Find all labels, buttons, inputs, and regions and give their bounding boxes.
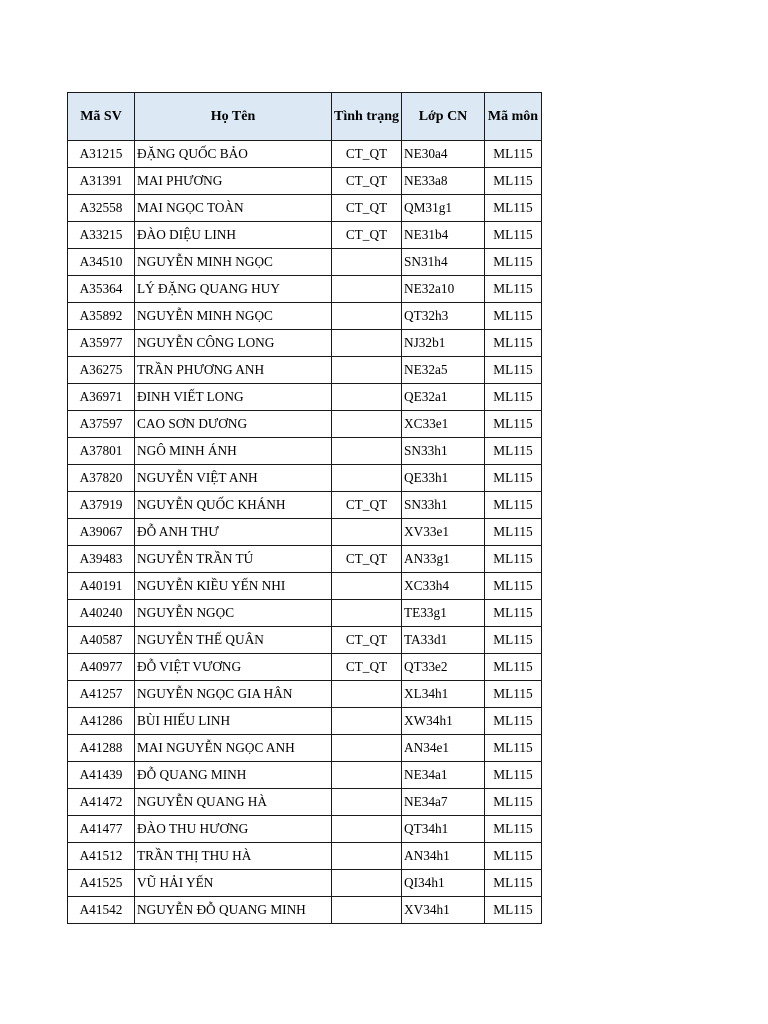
course-code-cell[interactable]: ML115	[485, 438, 542, 465]
course-code-cell[interactable]: ML115	[485, 573, 542, 600]
status-cell[interactable]	[332, 708, 402, 735]
table-row	[68, 627, 542, 654]
full-name-cell[interactable]: MAI NGỌC TOÀN	[135, 195, 332, 222]
header-full-name[interactable]: Họ Tên	[135, 93, 332, 141]
table-row	[68, 519, 542, 546]
course-code-cell[interactable]: ML115	[485, 330, 542, 357]
course-code-cell[interactable]: ML115	[485, 222, 542, 249]
status-cell[interactable]: CT_QT	[332, 654, 402, 681]
full-name-cell[interactable]: NGUYỄN VIỆT ANH	[135, 465, 332, 492]
table-row	[68, 708, 542, 735]
course-code-cell[interactable]: ML115	[485, 303, 542, 330]
course-code-cell[interactable]: ML115	[485, 735, 542, 762]
table-row	[68, 573, 542, 600]
student-id-cell[interactable]: A35364	[68, 276, 135, 303]
student-id-cell[interactable]: A31215	[68, 141, 135, 168]
student-id-cell[interactable]: A40977	[68, 654, 135, 681]
full-name-cell[interactable]: NGUYỄN THẾ QUÂN	[135, 627, 332, 654]
student-id-cell[interactable]: A34510	[68, 249, 135, 276]
full-name-cell[interactable]: CAO SƠN DƯƠNG	[135, 411, 332, 438]
status-cell[interactable]: CT_QT	[332, 168, 402, 195]
status-cell[interactable]	[332, 816, 402, 843]
student-id-cell[interactable]: A41439	[68, 762, 135, 789]
table-row	[68, 681, 542, 708]
full-name-cell[interactable]: LÝ ĐẶNG QUANG HUY	[135, 276, 332, 303]
class-cell[interactable]: NJ32b1	[402, 330, 485, 357]
class-cell[interactable]: SN33h1	[402, 438, 485, 465]
header-row	[68, 93, 542, 141]
full-name-cell[interactable]: NGUYỄN KIỀU YẾN NHI	[135, 573, 332, 600]
course-code-cell[interactable]: ML115	[485, 600, 542, 627]
header-class[interactable]: Lớp CN	[402, 93, 485, 141]
table-row	[68, 357, 542, 384]
class-cell[interactable]: TA33d1	[402, 627, 485, 654]
class-cell[interactable]: XC33h4	[402, 573, 485, 600]
status-cell[interactable]	[332, 600, 402, 627]
table-row	[68, 789, 542, 816]
course-code-cell[interactable]: ML115	[485, 384, 542, 411]
student-id-cell[interactable]: A32558	[68, 195, 135, 222]
status-cell[interactable]	[332, 789, 402, 816]
full-name-cell[interactable]: BÙI HIẾU LINH	[135, 708, 332, 735]
course-code-cell[interactable]: ML115	[485, 546, 542, 573]
table-row	[68, 249, 542, 276]
full-name-cell[interactable]: ĐÀO DIỆU LINH	[135, 222, 332, 249]
class-cell[interactable]: NE32a5	[402, 357, 485, 384]
full-name-cell[interactable]: NGUYỄN NGỌC	[135, 600, 332, 627]
student-id-cell[interactable]: A40587	[68, 627, 135, 654]
status-cell[interactable]	[332, 303, 402, 330]
table-row	[68, 897, 542, 924]
table-row	[68, 330, 542, 357]
full-name-cell[interactable]: ĐỖ VIỆT VƯƠNG	[135, 654, 332, 681]
status-cell[interactable]	[332, 519, 402, 546]
student-id-cell[interactable]: A41288	[68, 735, 135, 762]
table-row	[68, 600, 542, 627]
student-id-cell[interactable]: A41286	[68, 708, 135, 735]
status-cell[interactable]	[332, 249, 402, 276]
student-id-cell[interactable]: A39483	[68, 546, 135, 573]
class-cell[interactable]: QE33h1	[402, 465, 485, 492]
course-code-cell[interactable]: ML115	[485, 195, 542, 222]
status-cell[interactable]	[332, 384, 402, 411]
full-name-cell[interactable]: NGÔ MINH ÁNH	[135, 438, 332, 465]
header-status[interactable]: Tình trạng	[332, 93, 402, 141]
status-cell[interactable]: CT_QT	[332, 492, 402, 519]
course-code-cell[interactable]: ML115	[485, 492, 542, 519]
class-cell[interactable]: AN34h1	[402, 843, 485, 870]
full-name-cell[interactable]: NGUYỄN NGỌC GIA HÂN	[135, 681, 332, 708]
course-code-cell[interactable]: ML115	[485, 627, 542, 654]
table-body	[68, 141, 542, 924]
full-name-cell[interactable]: ĐỖ QUANG MINH	[135, 762, 332, 789]
full-name-cell[interactable]: NGUYỄN QUANG HÀ	[135, 789, 332, 816]
course-code-cell[interactable]: ML115	[485, 411, 542, 438]
full-name-cell[interactable]: NGUYỄN MINH NGỌC	[135, 303, 332, 330]
class-cell[interactable]: QT32h3	[402, 303, 485, 330]
table-row	[68, 735, 542, 762]
table-row	[68, 168, 542, 195]
table-row	[68, 843, 542, 870]
full-name-cell[interactable]: TRẦN PHƯƠNG ANH	[135, 357, 332, 384]
full-name-cell[interactable]: MAI NGUYỄN NGỌC ANH	[135, 735, 332, 762]
student-id-cell[interactable]: A41512	[68, 843, 135, 870]
table-row	[68, 438, 542, 465]
student-id-cell[interactable]: A41525	[68, 870, 135, 897]
class-cell[interactable]: QT34h1	[402, 816, 485, 843]
course-code-cell[interactable]: ML115	[485, 789, 542, 816]
student-id-cell[interactable]: A35977	[68, 330, 135, 357]
student-id-cell[interactable]: A40191	[68, 573, 135, 600]
full-name-cell[interactable]: NGUYỄN ĐỖ QUANG MINH	[135, 897, 332, 924]
table-row	[68, 492, 542, 519]
table-row	[68, 303, 542, 330]
status-cell[interactable]	[332, 276, 402, 303]
course-code-cell[interactable]: ML115	[485, 762, 542, 789]
class-cell[interactable]: SN33h1	[402, 492, 485, 519]
class-cell[interactable]: NE34a7	[402, 789, 485, 816]
status-cell[interactable]	[332, 330, 402, 357]
table-row	[68, 465, 542, 492]
student-id-cell[interactable]: A36275	[68, 357, 135, 384]
course-code-cell[interactable]: ML115	[485, 465, 542, 492]
table-row	[68, 546, 542, 573]
class-cell[interactable]: XV34h1	[402, 897, 485, 924]
status-cell[interactable]	[332, 735, 402, 762]
student-id-cell[interactable]: A37801	[68, 438, 135, 465]
table-row	[68, 141, 542, 168]
course-code-cell[interactable]: ML115	[485, 843, 542, 870]
class-cell[interactable]: XC33e1	[402, 411, 485, 438]
course-code-cell[interactable]: ML115	[485, 168, 542, 195]
full-name-cell[interactable]: NGUYỄN TRẦN TÚ	[135, 546, 332, 573]
table-row	[68, 816, 542, 843]
status-cell[interactable]	[332, 411, 402, 438]
student-id-cell[interactable]: A41542	[68, 897, 135, 924]
student-id-cell[interactable]: A39067	[68, 519, 135, 546]
table-row	[68, 762, 542, 789]
class-cell[interactable]: NE32a10	[402, 276, 485, 303]
status-cell[interactable]	[332, 357, 402, 384]
class-cell[interactable]: TE33g1	[402, 600, 485, 627]
status-cell[interactable]	[332, 465, 402, 492]
full-name-cell[interactable]: ĐỖ ANH THƯ	[135, 519, 332, 546]
course-code-cell[interactable]: ML115	[485, 249, 542, 276]
full-name-cell[interactable]: ĐINH VIẾT LONG	[135, 384, 332, 411]
student-id-cell[interactable]: A37820	[68, 465, 135, 492]
status-cell[interactable]	[332, 843, 402, 870]
course-code-cell[interactable]: ML115	[485, 276, 542, 303]
class-cell[interactable]: AN33g1	[402, 546, 485, 573]
course-code-cell[interactable]: ML115	[485, 816, 542, 843]
course-code-cell[interactable]: ML115	[485, 708, 542, 735]
student-id-cell[interactable]: A41257	[68, 681, 135, 708]
class-cell[interactable]: QI34h1	[402, 870, 485, 897]
full-name-cell[interactable]: ĐẶNG QUỐC BẢO	[135, 141, 332, 168]
student-id-cell[interactable]: A31391	[68, 168, 135, 195]
class-cell[interactable]: XW34h1	[402, 708, 485, 735]
course-code-cell[interactable]: ML115	[485, 870, 542, 897]
course-code-cell[interactable]: ML115	[485, 897, 542, 924]
table-row	[68, 222, 542, 249]
student-id-cell[interactable]: A40240	[68, 600, 135, 627]
student-id-cell[interactable]: A36971	[68, 384, 135, 411]
status-cell[interactable]: CT_QT	[332, 141, 402, 168]
status-cell[interactable]: CT_QT	[332, 546, 402, 573]
student-id-cell[interactable]: A33215	[68, 222, 135, 249]
full-name-cell[interactable]: VŨ HẢI YẾN	[135, 870, 332, 897]
course-code-cell[interactable]: ML115	[485, 654, 542, 681]
full-name-cell[interactable]: NGUYỄN CÔNG LONG	[135, 330, 332, 357]
class-cell[interactable]: NE34a1	[402, 762, 485, 789]
table-row	[68, 411, 542, 438]
student-id-cell[interactable]: A35892	[68, 303, 135, 330]
class-cell[interactable]: QM31g1	[402, 195, 485, 222]
table-row	[68, 276, 542, 303]
class-cell[interactable]: XL34h1	[402, 681, 485, 708]
class-cell[interactable]: QT33e2	[402, 654, 485, 681]
class-cell[interactable]: NE33a8	[402, 168, 485, 195]
full-name-cell[interactable]: NGUYỄN QUỐC KHÁNH	[135, 492, 332, 519]
status-cell[interactable]	[332, 897, 402, 924]
status-cell[interactable]	[332, 870, 402, 897]
full-name-cell[interactable]: MAI PHƯƠNG	[135, 168, 332, 195]
class-cell[interactable]: NE30a4	[402, 141, 485, 168]
status-cell[interactable]	[332, 573, 402, 600]
full-name-cell[interactable]: TRẦN THỊ THU HÀ	[135, 843, 332, 870]
class-cell[interactable]: NE31b4	[402, 222, 485, 249]
class-cell[interactable]: XV33e1	[402, 519, 485, 546]
student-id-cell[interactable]: A41477	[68, 816, 135, 843]
header-student-id[interactable]: Mã SV	[68, 93, 135, 141]
student-id-cell[interactable]: A41472	[68, 789, 135, 816]
table-row	[68, 195, 542, 222]
header-course-code[interactable]: Mã môn	[485, 93, 542, 141]
student-table	[67, 92, 542, 924]
status-cell[interactable]	[332, 762, 402, 789]
status-cell[interactable]	[332, 681, 402, 708]
student-id-cell[interactable]: A37919	[68, 492, 135, 519]
student-id-cell[interactable]: A37597	[68, 411, 135, 438]
table-row	[68, 870, 542, 897]
class-cell[interactable]: SN31h4	[402, 249, 485, 276]
table-row	[68, 654, 542, 681]
status-cell[interactable]	[332, 438, 402, 465]
course-code-cell[interactable]: ML115	[485, 681, 542, 708]
table-row	[68, 384, 542, 411]
status-cell[interactable]: CT_QT	[332, 195, 402, 222]
course-code-cell[interactable]: ML115	[485, 357, 542, 384]
class-cell[interactable]: AN34e1	[402, 735, 485, 762]
full-name-cell[interactable]: ĐÀO THU HƯƠNG	[135, 816, 332, 843]
class-cell[interactable]: QE32a1	[402, 384, 485, 411]
spreadsheet-sheet	[67, 92, 542, 924]
course-code-cell[interactable]: ML115	[485, 519, 542, 546]
status-cell[interactable]: CT_QT	[332, 222, 402, 249]
status-cell[interactable]: CT_QT	[332, 627, 402, 654]
full-name-cell[interactable]: NGUYỄN MINH NGỌC	[135, 249, 332, 276]
course-code-cell[interactable]: ML115	[485, 141, 542, 168]
